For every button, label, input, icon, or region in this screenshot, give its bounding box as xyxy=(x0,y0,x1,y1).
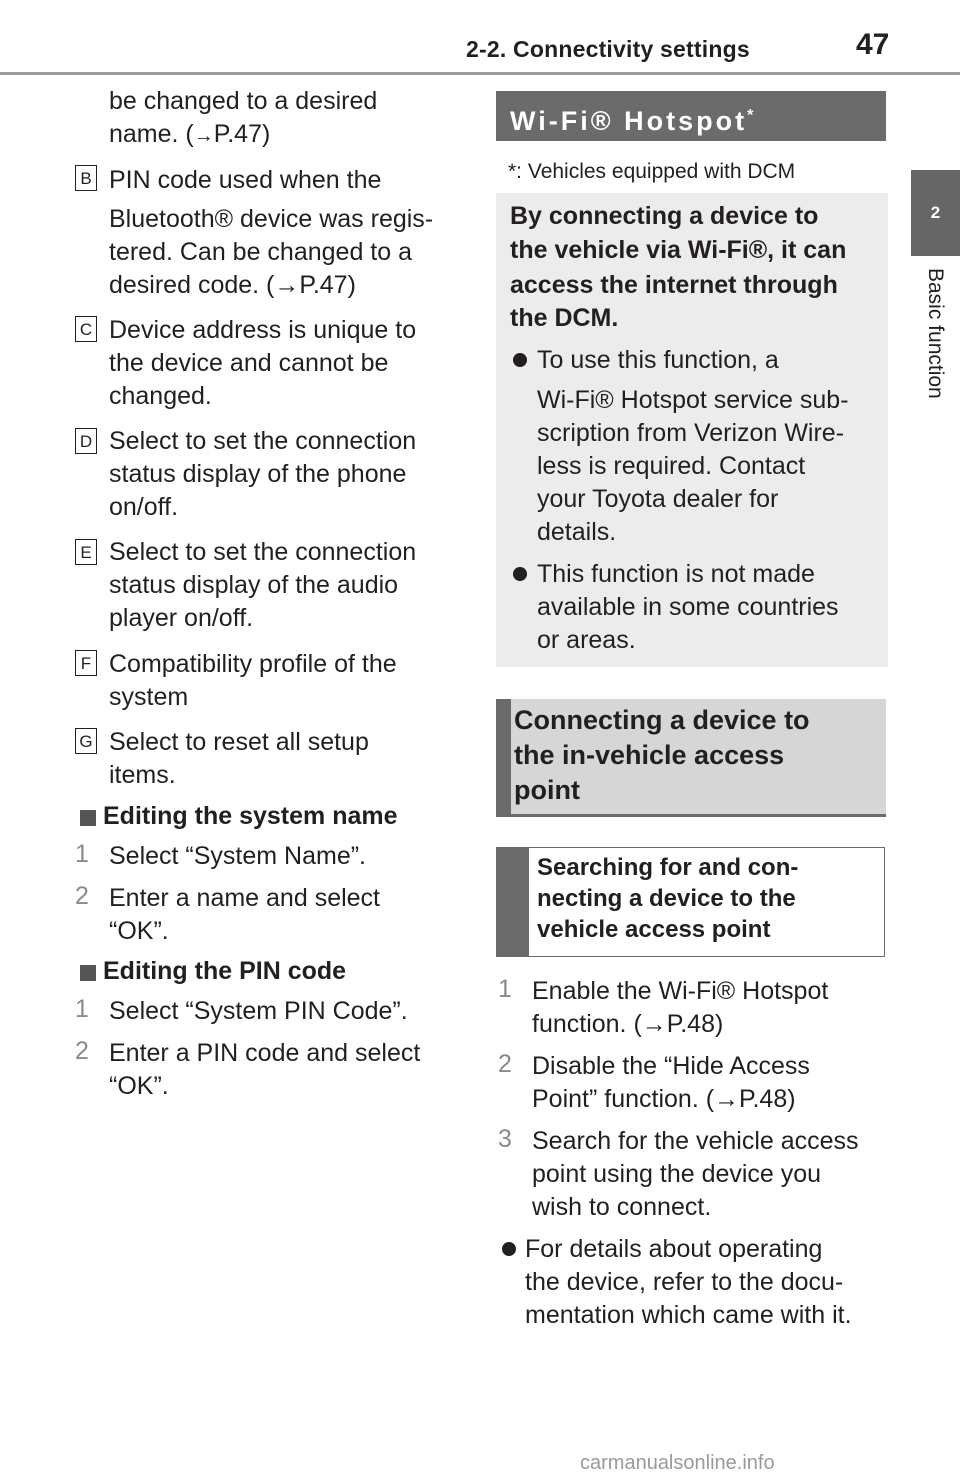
bullet-1-line-1: To use this function, a xyxy=(537,346,779,374)
arrow-right-icon: → xyxy=(193,125,214,147)
item-d-line-2: status display of the phone xyxy=(109,460,407,488)
section-square-icon xyxy=(80,810,96,826)
search-section-bar xyxy=(496,847,529,957)
footnote: *: Vehicles equipped with DCM xyxy=(508,160,796,183)
step-text: wish to connect. xyxy=(532,1193,712,1221)
intro-text: name. ( xyxy=(109,120,194,148)
bullet-1-line-3: scription from Verizon Wire- xyxy=(537,419,845,447)
item-d-line-1: Select to set the connection xyxy=(109,427,417,455)
step-text: Select “System Name”. xyxy=(109,842,367,870)
step-text: “OK”. xyxy=(109,917,169,945)
item-b-line-3: tered. Can be changed to a xyxy=(109,238,413,266)
item-e-line-1: Select to set the connection xyxy=(109,538,417,566)
section-square-icon xyxy=(80,965,96,981)
callout-letter-c: C xyxy=(75,316,97,342)
subheading-edit-pin: Editing the PIN code xyxy=(103,957,347,985)
connecting-title xyxy=(514,703,810,808)
chapter-label: Basic function xyxy=(924,268,947,399)
step-number: 1 xyxy=(498,975,512,1003)
item-f-line-2: system xyxy=(109,683,189,711)
item-c-line-1: Device address is unique to xyxy=(109,316,417,344)
item-b-line-4: desired code. (→P.47) xyxy=(109,271,356,299)
step-number: 1 xyxy=(75,995,89,1023)
step-text: Enter a PIN code and select xyxy=(109,1039,421,1067)
step-text: Select “System PIN Code”. xyxy=(109,997,408,1025)
final-bullet-line-1: For details about operating xyxy=(525,1235,823,1263)
bullet-2-line-2: available in some countries xyxy=(537,593,839,621)
step-number: 2 xyxy=(75,1037,89,1065)
item-g-line-2: items. xyxy=(109,761,176,789)
search-title-line: Searching for and con- xyxy=(537,854,799,881)
item-g-line-1: Select to reset all setup xyxy=(109,728,369,756)
connecting-title-line: Connecting a device to xyxy=(514,705,810,735)
search-title xyxy=(537,852,798,945)
footnote-star: * xyxy=(747,107,754,124)
page-number: 47 xyxy=(856,28,890,61)
intro-line-2 xyxy=(109,118,270,153)
step-text: Enable the Wi-Fi® Hotspot xyxy=(532,977,829,1005)
item-d-line-3: on/off. xyxy=(109,493,179,521)
step-text: function. (→P.48) xyxy=(532,1010,724,1038)
intro-line-1: be changed to a desired xyxy=(109,87,378,115)
item-c-line-2: the device and cannot be xyxy=(109,349,389,377)
wifi-hotspot-header xyxy=(496,91,886,141)
callout-letter-b: B xyxy=(75,165,97,191)
bullet-1-line-5: your Toyota dealer for xyxy=(537,485,779,513)
watermark: carmanualsonline.info xyxy=(580,1452,775,1474)
bullet-icon xyxy=(513,353,527,367)
final-bullet-line-3: mentation which came with it. xyxy=(525,1301,852,1329)
wifi-header-text: Wi-Fi® Hotspot xyxy=(510,106,748,136)
bullet-icon xyxy=(513,567,527,581)
item-f-line-1: Compatibility profile of the xyxy=(109,650,397,678)
step-number: 1 xyxy=(75,840,89,868)
connecting-title-line: the in-vehicle access xyxy=(514,740,785,770)
callout-letter-g: G xyxy=(75,728,97,754)
search-title-line: necting a device to the xyxy=(537,885,796,912)
step-text: Enter a name and select xyxy=(109,884,380,912)
callout-letter-d: D xyxy=(75,428,97,454)
bullet-1-line-2: Wi-Fi® Hotspot service sub- xyxy=(537,386,849,414)
step-number: 2 xyxy=(75,882,89,910)
callout-letter-e: E xyxy=(75,539,97,565)
item-c-line-3: changed. xyxy=(109,382,212,410)
subheading-edit-name: Editing the system name xyxy=(103,802,398,830)
bullet-1-line-6: details. xyxy=(537,518,617,546)
info-box-intro-1: By connecting a device to xyxy=(510,202,819,230)
bullet-2-line-3: or areas. xyxy=(537,626,636,654)
bullet-2-line-1: This function is not made xyxy=(537,560,815,588)
callout-letter-f: F xyxy=(75,650,97,676)
connecting-title-line: point xyxy=(514,775,580,805)
step-text: Disable the “Hide Access xyxy=(532,1052,810,1080)
item-e-line-3: player on/off. xyxy=(109,604,254,632)
item-b-line-1: PIN code used when the xyxy=(109,166,382,194)
info-box-intro-3: access the internet through xyxy=(510,271,838,299)
bullet-icon xyxy=(502,1242,516,1256)
final-bullet-line-2: the device, refer to the docu- xyxy=(525,1268,844,1296)
item-b-line-2: Bluetooth® device was regis- xyxy=(109,205,434,233)
step-text: point using the device you xyxy=(532,1160,822,1188)
step-text: Search for the vehicle access xyxy=(532,1127,859,1155)
section-title: 2-2. Connectivity settings xyxy=(466,36,750,62)
info-box-intro-2: the vehicle via Wi-Fi®, it can xyxy=(510,236,847,264)
step-number: 2 xyxy=(498,1050,512,1078)
item-e-line-2: status display of the audio xyxy=(109,571,399,599)
bullet-1-line-4: less is required. Contact xyxy=(537,452,806,480)
step-number: 3 xyxy=(498,1125,512,1153)
header-rule xyxy=(0,72,960,75)
step-text: Point” function. (→P.48) xyxy=(532,1085,796,1113)
step-text: “OK”. xyxy=(109,1072,169,1100)
chapter-tab xyxy=(911,170,960,256)
search-title-line: vehicle access point xyxy=(537,916,771,943)
page-ref: P.47) xyxy=(213,120,271,148)
chapter-number: 2 xyxy=(930,203,941,222)
connecting-section-bar xyxy=(496,699,511,817)
info-box-intro-4: the DCM. xyxy=(510,304,619,332)
